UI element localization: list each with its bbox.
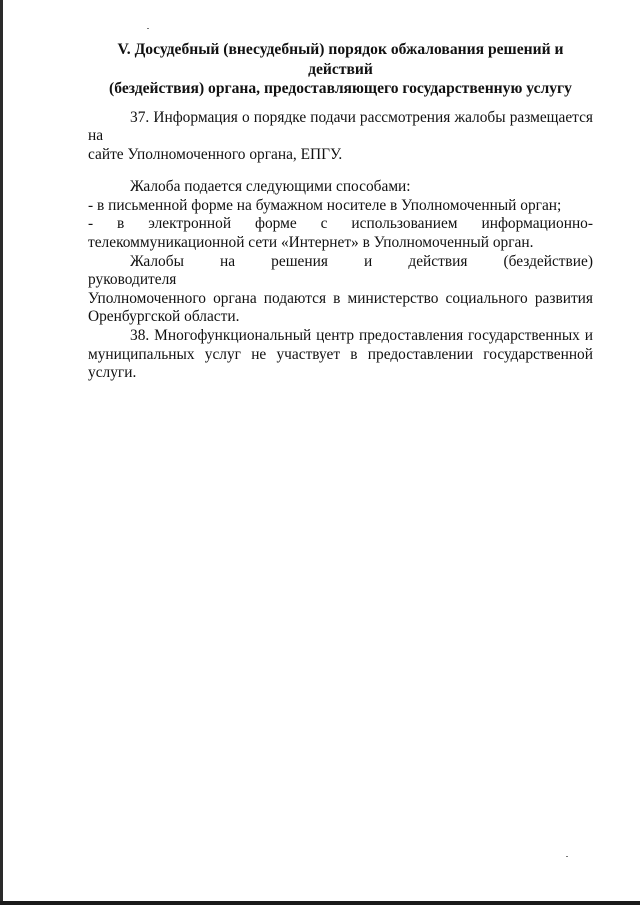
paragraph-37-line-1: 37. Информация о порядке подачи рассмотрения жалобы размещается на	[88, 108, 593, 145]
complaint-way-electronic-line-1: - в электронной форме с использованием информационно-	[88, 215, 593, 233]
complaint-head-line-1: Жалобы на решения и действия (бездействие) руководителя	[88, 252, 593, 289]
complaint-way-paper: - в письменной форме на бумажном носителе в Уполномоченный орган;	[88, 196, 562, 214]
section-heading	[88, 40, 593, 99]
complaint-intro: Жалоба подается следующими способами:	[130, 178, 411, 196]
paragraph-37-line-2: сайте Уполномоченного органа, ЕПГУ.	[88, 145, 343, 163]
scan-left-edge	[0, 0, 3, 905]
section-heading-line-2: (бездействия) органа, предоставляющего государственную услугу	[109, 80, 572, 97]
scan-speck	[147, 28, 149, 29]
paragraph-38-line-2: муниципальных услуг не участвует в предоставлении государственной услуги.	[88, 345, 593, 382]
paragraph-37	[88, 109, 593, 165]
scan-speck	[566, 856, 568, 857]
paragraph-gap	[88, 164, 593, 178]
complaint-head-line-3: Оренбургской области.	[88, 308, 240, 326]
paragraph-38-line-1: 38. Многофункциональный центр предоставления государственных и	[130, 327, 593, 345]
complaint-methods	[88, 178, 593, 327]
document-body	[88, 40, 593, 383]
complaint-head-line-2: Уполномоченного органа подаются в министерство социального развития	[88, 289, 593, 307]
paragraph-38	[88, 327, 593, 383]
complaint-way-electronic-line-2: телекоммуникационной сети «Интернет» в Уполномоченный орган.	[88, 234, 534, 252]
section-heading-line-1: V. Досудебный (внесудебный) порядок обжалования решений и действий	[117, 41, 564, 78]
scan-bottom-edge	[0, 901, 640, 905]
